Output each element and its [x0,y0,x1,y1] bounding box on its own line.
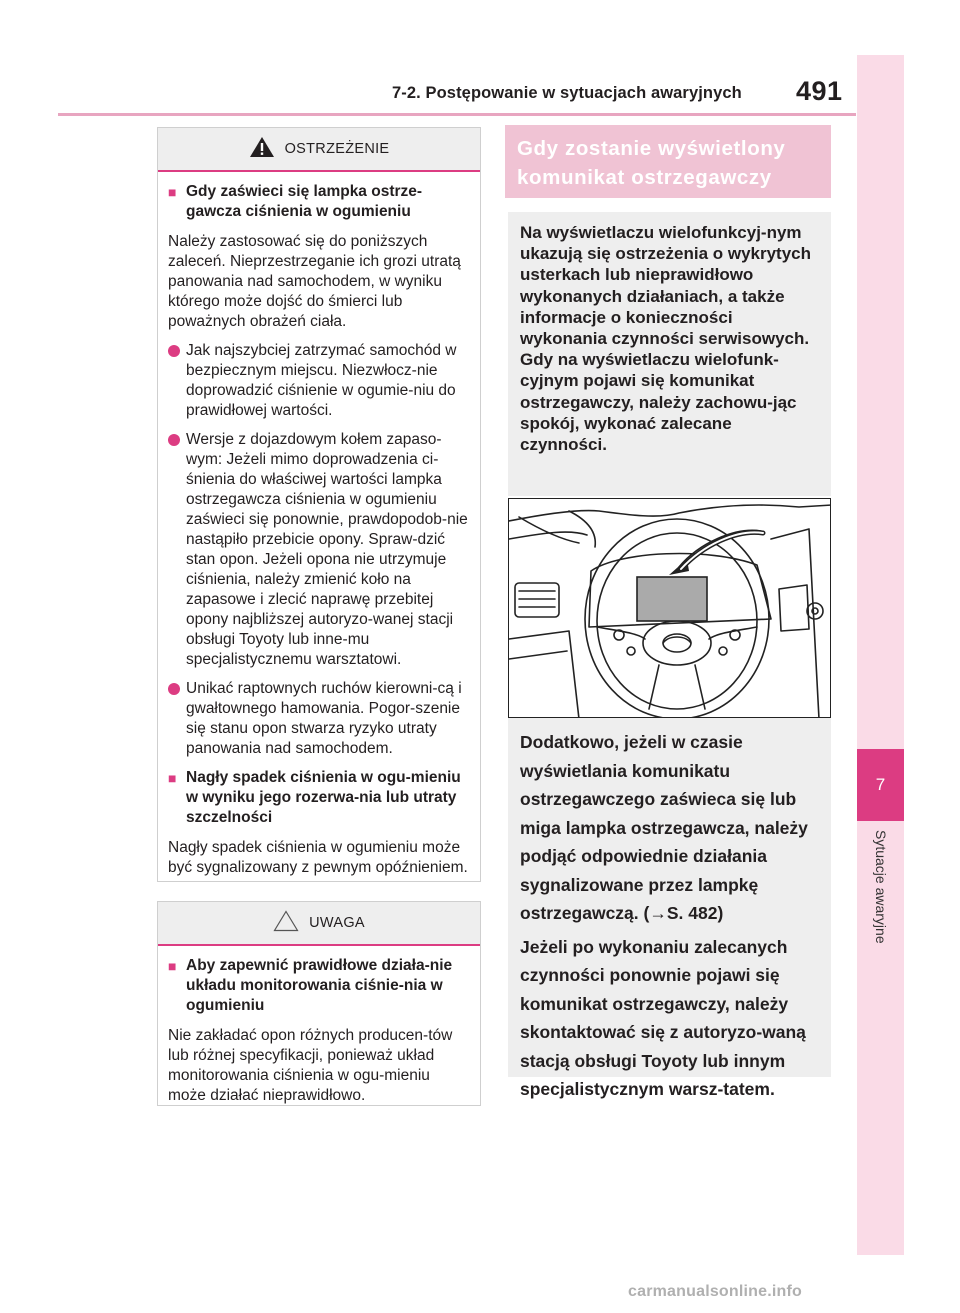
chapter-number-tab: 7 [857,749,904,821]
watermark: carmanualsonline.info [628,1283,803,1300]
square-bullet-icon: ■ [168,770,177,786]
warning-triangle-icon [249,136,275,162]
note-paragraph: Nie zakładać opon różnych producen-tów lub różnej specyfikacji, ponieważ układ monitorowania ciśnienia w ogu-mieniu może działać nieprawidłowo. [168,1027,453,1104]
note-subheading: ■ Aby zapewnić prawidłowe działa-nie układu monitorowania ciśnie-nia w ogumieniu [168,957,453,1014]
warning-bullet: Jak najszybciej zatrzymać samochód w bezpiecznym miejscu. Niezwłocz-nie doprowadzić ciśnienie w ogumie-niu do prawidłowej wartości. [168,341,472,421]
warning-subheading-1: ■ Gdy zaświeci się lampka ostrze-gawcza ciśnienia w ogumieniu [168,183,423,220]
warning-box-header [158,128,480,172]
warning-paragraph-2: Nagły spadek ciśnienia w ogumieniu może być sygnalizowany z pewnym opóźnieniem. [168,839,468,876]
running-header: 7-2. Postępowanie w sytuacjach awaryjnych [392,84,742,102]
info-box-2-paragraph-2: Jeżeli po wykonaniu zalecanych czynności ponownie pojawi się komunikat ostrzegawczy, należy skontaktować się z autoryzo-waną stacją obsługi Toyoty lub innym specjalistycznym warsz-tatem. [520,936,806,1099]
page-number: 491 [796,76,843,106]
note-box-header [158,902,480,946]
section-title: Gdy zostanie wyświetlony komunikat ostrzegawczy [505,125,831,198]
square-bullet-icon: ■ [168,184,177,200]
note-box [157,901,481,1106]
warning-body [158,172,480,878]
bullet-dot-icon [168,345,180,357]
note-heading: UWAGA [309,915,365,931]
header-rule [58,113,856,116]
dashboard-illustration [508,498,831,718]
side-tab-strip [857,55,904,1255]
caution-outline-triangle-icon [273,910,299,936]
note-body [158,946,480,1106]
bullet-dot-icon [168,434,180,446]
warning-bullet: Wersje z dojazdowym kołem zapaso-wym: Jeżeli mimo doprowadzenia ci-śnienia do właściwej wartości lampka ostrzegawcza ciśnienia w ogumieniu zaświeci się ponownie, prawdopodob-nie nastąpiło przebicie opony. Spraw-dzić stan opon. Jeżeli opona nie utrzymuje ciśnienia, należy zmienić koło na zapasowe i zlecić naprawę przebitej opony najbliższej autoryzo-wanej stacji obsługi Toyoty lub inne-mu specjalistycznemu warsztatowi. [168,430,472,670]
warning-subheading-2: ■ Nagły spadek ciśnienia w ogu-mieniu w wyniku jego rozerwa-nia lub utraty szczelności [168,769,461,826]
info-box-2 [508,718,831,1099]
info-box-2-paragraph-1: Dodatkowo, jeżeli w czasie wyświetlania komunikatu ostrzegawczego zaświeca się lub miga lampka ostrzegawcza, należy podjąć odpowiednie działania sygnalizowane przez lampkę ostrzegawczą. (→S. 482) [520,732,808,923]
square-bullet-icon: ■ [168,958,177,974]
steering-wheel-display-drawing [509,499,831,718]
info-box-1: Na wyświetlaczu wielofunkcyj-nym ukazują się ostrzeżenia o wykrytych usterkach lub nieprawidłowo wykonanych działaniach, a także informacje o konieczności wykonania czynności serwisowych. Gdy na wyświetlaczu wielofunk-cyjnym pojawi się komunikat ostrzegawczy, należy zachowu-jąc spokój, wykonać zalecane czynności. [508,212,831,496]
chapter-label: Sytuacje awaryjne [873,830,889,944]
warning-box [157,127,481,882]
bullet-dot-icon [168,683,180,695]
warning-heading: OSTRZEŻENIE [284,141,390,157]
warning-paragraph-1: Należy zastosować się do poniższych zaleceń. Nieprzestrzeganie ich grozi utratą panowania nad samochodem, w wyniku którego może dojść do śmierci lub poważnych obrażeń ciała. [168,233,461,330]
warning-bullet: Unikać raptownych ruchów kierowni-cą i gwałtownego hamowania. Pogor-szenie się stanu opon stwarza ryzyko utraty panowania nad samochodem. [168,679,472,759]
